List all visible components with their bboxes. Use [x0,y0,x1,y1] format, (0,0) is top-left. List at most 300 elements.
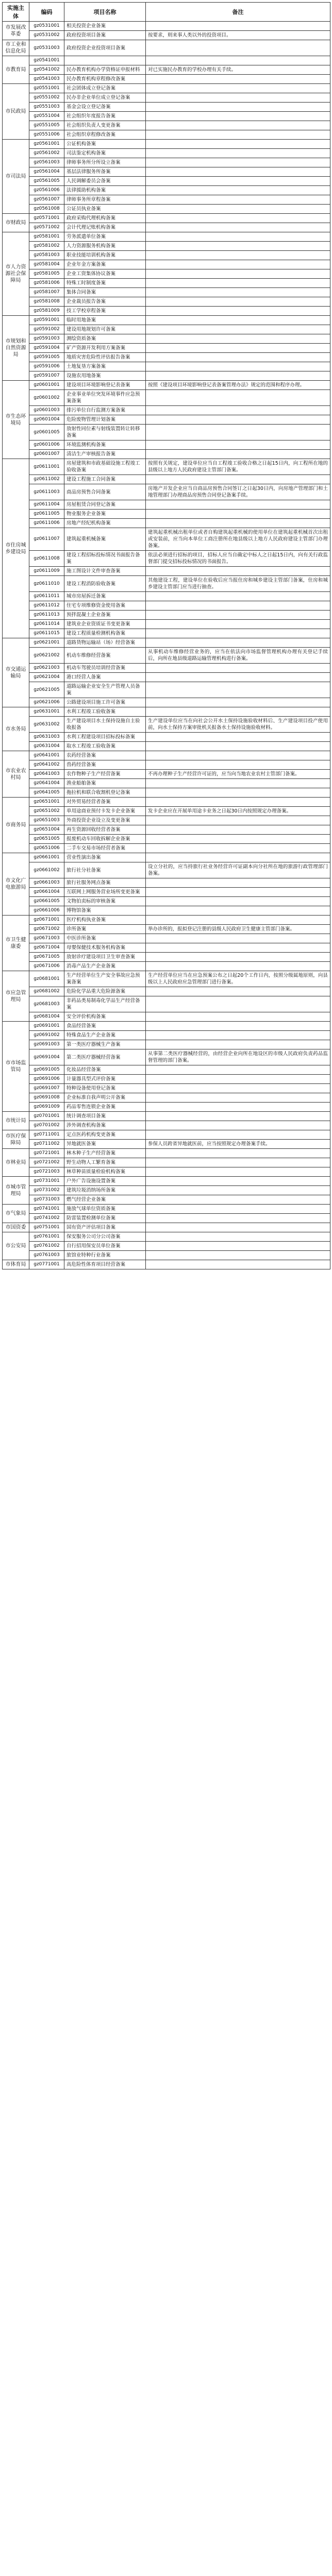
table-row [3,971,330,987]
code-cell: gz0561005 [29,177,64,186]
code-cell: gz0641005 [29,788,64,798]
table-row [3,459,330,475]
note-cell [146,1177,330,1186]
item-name-cell: 企业裁员报告备案 [64,297,146,307]
table-row [3,475,330,484]
table-row [3,484,330,500]
item-name-cell: 非药品类易制毒化学品生产经营备案 [64,996,146,1012]
table-row [3,698,330,707]
table-row [3,195,330,205]
item-name-cell: 企业工资集体协议备案 [64,269,146,279]
code-cell: gz0591004 [29,344,64,353]
item-name-cell: 民办教育机构章程修改备案 [64,75,146,84]
code-cell: gz0611008 [29,551,64,567]
header-note: 备注 [146,3,330,22]
item-name-cell: 商品房预售合同备案 [64,484,146,500]
code-cell: gz0611013 [29,611,64,620]
note-cell [146,1186,330,1195]
table-row [3,415,330,425]
table-row [3,1260,330,1269]
item-name-cell: 第二类医疗器械经营备案 [64,1049,146,1065]
note-cell [146,1012,330,1022]
table-row [3,835,330,844]
code-cell: gz0561001 [29,140,64,149]
table-row [3,751,330,760]
note-cell [146,519,330,528]
code-cell: gz0561008 [29,205,64,214]
code-cell: gz0611006 [29,519,64,528]
note-cell [146,140,330,149]
code-cell: gz0601007 [29,450,64,459]
table-row [3,825,330,835]
note-cell [146,987,330,996]
note-cell [146,1167,330,1177]
item-name-cell: 环境监测机构备案 [64,440,146,450]
note-cell [146,878,330,888]
item-name-cell: 危险废物管理计划备案 [64,415,146,425]
table-row [3,425,330,440]
table-row [3,742,330,751]
note-cell [146,611,330,620]
item-name-cell: 旅行社服务网点备案 [64,878,146,888]
note-cell [146,779,330,788]
table-row [3,733,330,742]
subject-cell: 市林业局 [3,1149,29,1177]
item-name-cell: 生产经营单位生产安全事故应急预案备案 [64,971,146,987]
code-cell: gz0541003 [29,75,64,84]
item-name-cell: 兽药经营备案 [64,760,146,770]
table-body [3,22,330,1269]
table-row [3,149,330,158]
table-row [3,897,330,906]
header-subject: 实施主体 [3,3,29,22]
code-cell: gz0581008 [29,297,64,307]
code-cell: gz0621003 [29,664,64,673]
item-name-cell: 集体合同备案 [64,288,146,297]
note-cell [146,1251,330,1260]
code-cell: gz0661003 [29,878,64,888]
note-cell [146,760,330,770]
subject-cell: 市水务局 [3,707,29,751]
item-name-cell: 安全评价机构备案 [64,1012,146,1022]
subject-cell: 市市场监管局 [3,1022,29,1112]
note-cell [146,742,330,751]
subject-cell: 市农业农村局 [3,751,29,798]
note-cell [146,1260,330,1269]
note-cell [146,698,330,707]
code-cell: gz0671003 [29,934,64,943]
table-row [3,1103,330,1112]
note-cell [146,1205,330,1214]
code-cell: gz0621004 [29,673,64,682]
table-row [3,953,330,962]
note-cell [146,673,330,682]
item-name-cell: 农作物种子生产经营备案 [64,770,146,779]
table-row [3,381,330,390]
note-cell [146,334,330,344]
item-name-cell: 住宅专项维修资金使用备案 [64,601,146,611]
note-cell [146,214,330,223]
table-row [3,519,330,528]
code-cell: gz0571001 [29,214,64,223]
note-cell [146,1103,330,1112]
table-row [3,371,330,381]
item-name-cell: 旅馆业特种行业备案 [64,1251,146,1260]
subject-cell: 市卫生健康委 [3,916,29,971]
table-row [3,1084,330,1093]
item-name-cell [64,56,146,65]
note-cell: 举办诊所的，报拟登记注册的县级人民政府卫生健康主管部门备案。 [146,925,330,934]
code-cell: gz0551004 [29,112,64,121]
item-name-cell: 机动车维修经营备案 [64,648,146,664]
table-row [3,158,330,167]
code-cell: gz0631003 [29,733,64,742]
table-row [3,1093,330,1103]
table-row [3,316,330,325]
code-cell: gz0551005 [29,121,64,130]
item-name-cell: 法律援助机构备案 [64,186,146,195]
note-cell [146,825,330,835]
table-row [3,934,330,943]
table-row [3,925,330,934]
code-cell: gz0641002 [29,760,64,770]
table-row [3,1242,330,1251]
table-row [3,56,330,65]
code-cell: gz0711002 [29,1140,64,1149]
table-row [3,1223,330,1232]
table-row [3,65,330,75]
item-name-cell: 公证机构备案 [64,140,146,149]
code-cell: gz0761002 [29,1242,64,1251]
item-name-cell: 高危险性体育项目经营备案 [64,1260,146,1269]
note-cell [146,232,330,242]
item-name-cell: 社会团体成立登记备案 [64,84,146,93]
note-cell [146,22,330,31]
table-row [3,916,330,925]
note-cell [146,707,330,717]
item-name-cell: 基层法律服务所备案 [64,167,146,177]
item-name-cell: 外商投资企业设立及变更备案 [64,816,146,825]
item-name-cell: 司法鉴定机构备案 [64,149,146,158]
table-row [3,84,330,93]
note-cell [146,751,330,760]
code-cell: gz0681003 [29,996,64,1012]
subject-cell: 市财政局 [3,214,29,232]
note-cell: 生产建设单位应当在向社会公开水土保持设施验收材料后、生产建设项目投产使用前，向水土保持方案审批机关报备水土保持设施验收材料。 [146,717,330,733]
code-cell: gz0541001 [29,56,64,65]
table-row [3,1186,330,1195]
item-name-cell: 公路建设项目施工许可备案 [64,698,146,707]
subject-cell: 市气象局 [3,1205,29,1223]
code-cell: gz0691006 [29,1075,64,1084]
item-name-cell: 文物拍卖标的审核备案 [64,897,146,906]
code-cell: gz0581006 [29,279,64,288]
item-name-cell: 物业服务企业备案 [64,510,146,519]
note-cell [146,121,330,130]
table-row [3,353,330,362]
note-cell [146,1065,330,1075]
subject-cell: 市体育局 [3,1260,29,1269]
note-cell [146,450,330,459]
note-cell [146,344,330,353]
table-row [3,1065,330,1075]
item-name-cell: 房屋租赁合同登记备案 [64,500,146,510]
note-cell [146,1214,330,1223]
table-row [3,673,330,682]
note-cell [146,1031,330,1040]
code-cell: gz0731002 [29,1186,64,1195]
code-cell: gz0601002 [29,390,64,406]
note-cell [146,682,330,698]
note-cell [146,629,330,638]
item-name-cell: 放射性同位素与射线装置转让转移备案 [64,425,146,440]
table-row [3,112,330,121]
table-row [3,779,330,788]
note-cell [146,425,330,440]
item-name-cell: 社会组织年度报告备案 [64,112,146,121]
code-cell: gz0601004 [29,415,64,425]
item-name-cell: 企业标准自我声明公开备案 [64,1093,146,1103]
item-name-cell: 放射诊疗建设项目卫生审查备案 [64,953,146,962]
item-name-cell: 拖拉机和联合收割机登记备案 [64,788,146,798]
code-cell: gz0541002 [29,65,64,75]
table-row [3,1251,330,1260]
note-cell: 其他建设工程，建设单位在验收后应当报住房和城乡建设主管部门备案，住房和城乡建设主管部门应当进行抽查。 [146,576,330,592]
note-cell: 从事第二类医疗器械经营的，由经营企业向所在地设区的市级人民政府负责药品监督管理的部门备案。 [146,1049,330,1065]
table-row [3,1049,330,1065]
item-name-cell: 道路运输企业安全生产管理人员备案 [64,682,146,698]
table-header-row [3,3,330,22]
note-cell: 建筑起重机械出租单位或者自购建筑起重机械的使用单位在建筑起重机械首次出租或安装前，应当向本单位工商注册所在地县级以上地方人民政府建设主管部门办理备案。 [146,528,330,551]
code-cell: gz0641003 [29,770,64,779]
note-cell [146,844,330,853]
item-name-cell: 律师事务所章程备案 [64,195,146,205]
code-cell: gz0611011 [29,592,64,601]
note-cell [146,130,330,140]
item-name-cell: 企业事业单位突发环境事件应急预案备案 [64,390,146,406]
note-cell [146,475,330,484]
subject-cell: 市医疗保障局 [3,1130,29,1149]
item-name-cell: 道路货物运输站（场）经营备案 [64,638,146,648]
item-name-cell: 建设工程消防验收备案 [64,576,146,592]
table-row [3,807,330,816]
item-name-cell: 排污单位自行监测方案备案 [64,406,146,415]
note-cell [146,297,330,307]
code-cell: gz0611004 [29,500,64,510]
table-row [3,214,330,223]
table-row [3,269,330,279]
note-cell [146,1149,330,1158]
table-row [3,798,330,807]
code-cell: gz0571002 [29,223,64,232]
item-name-cell: 营业性演出备案 [64,853,146,862]
table-row [3,853,330,862]
note-cell [146,390,330,406]
item-name-cell: 施工图设计文件审查备案 [64,567,146,576]
item-name-cell: 建设工程施工合同备案 [64,475,146,484]
table-row [3,1121,330,1130]
item-name-cell: 二手车交易市场经营者备案 [64,844,146,853]
item-name-cell: 特殊工时制度备案 [64,279,146,288]
table-row [3,528,330,551]
note-cell [146,788,330,798]
code-cell: gz0641001 [29,751,64,760]
table-row [3,987,330,996]
code-cell: gz0611014 [29,620,64,629]
code-cell: gz0601005 [29,425,64,440]
note-cell [146,1121,330,1130]
note-cell [146,996,330,1012]
note-cell [146,816,330,825]
note-cell [146,592,330,601]
code-cell: gz0621005 [29,682,64,698]
subject-cell: 市国资委 [3,1223,29,1232]
item-name-cell: 报废机动车回收拆解企业备案 [64,835,146,844]
table-row [3,251,330,260]
note-cell [146,371,330,381]
item-name-cell: 土地复垦方案备案 [64,362,146,371]
table-row [3,1167,330,1177]
item-name-cell: 计量器具型式评价备案 [64,1075,146,1084]
note-cell [146,440,330,450]
item-name-cell: 水利工程建设项目招标投标备案 [64,733,146,742]
code-cell: gz0611010 [29,576,64,592]
table-row [3,344,330,353]
table-row [3,996,330,1012]
item-name-cell: 保安服务公司分公司备案 [64,1232,146,1242]
table-row [3,1149,330,1158]
note-cell: 设立分社的，应当持旅行社业务经营许可证副本向分社所在地的旅游行政管理部门备案。 [146,862,330,878]
table-row [3,232,330,242]
subject-cell: 市工业和信息化局 [3,40,29,56]
code-cell: gz0621001 [29,638,64,648]
item-name-cell: 自行招用保安员单位备案 [64,1242,146,1251]
table-row [3,177,330,186]
code-cell: gz0661006 [29,906,64,916]
table-row [3,130,330,140]
note-cell [146,40,330,56]
note-cell [146,897,330,906]
item-name-cell: 医疗机构执业备案 [64,916,146,925]
item-name-cell: 食品经营备案 [64,1022,146,1031]
table-row [3,1158,330,1167]
table-row [3,31,330,40]
note-cell [146,415,330,425]
code-cell: gz0701001 [29,1112,64,1121]
note-cell [146,260,330,269]
code-cell: gz0691009 [29,1103,64,1112]
note-cell [146,835,330,844]
code-cell: gz0651003 [29,816,64,825]
item-name-cell: 化妆品经营备案 [64,1065,146,1075]
code-cell: gz0611003 [29,484,64,500]
table-row [3,620,330,629]
code-cell: gz0661004 [29,888,64,897]
item-name-cell: 户外广告设施设置备案 [64,1177,146,1186]
code-cell: gz0531003 [29,40,64,56]
note-cell [146,167,330,177]
subject-cell: 市文化广电旅游局 [3,853,29,916]
code-cell: gz0651006 [29,844,64,853]
note-cell [146,934,330,943]
note-cell [146,798,330,807]
table-row [3,1022,330,1031]
table-row [3,325,330,334]
code-cell: gz0631004 [29,742,64,751]
code-cell: gz0581002 [29,242,64,251]
table-row [3,167,330,177]
subject-cell: 市统计局 [3,1112,29,1130]
item-name-cell: 地质灾害危险性评估报告备案 [64,353,146,362]
item-name-cell: 人民调解委员会备案 [64,177,146,186]
code-cell: gz0761001 [29,1232,64,1242]
item-name-cell: 特种设备使用登记备案 [64,1084,146,1093]
code-cell: gz0721003 [29,1167,64,1177]
table-row [3,1075,330,1084]
code-cell: gz0681004 [29,1012,64,1022]
subject-cell: 市教育局 [3,56,29,84]
item-name-cell: 民办教育机构办学资格证申报材料 [64,65,146,75]
note-cell [146,601,330,611]
item-name-cell: 相关投资企业备案 [64,22,146,31]
note-cell [146,75,330,84]
header-item-name: 项目名称 [64,3,146,22]
code-cell: gz0581003 [29,251,64,260]
item-name-cell: 律师事务所分所设立备案 [64,158,146,167]
code-cell: gz0701002 [29,1121,64,1130]
table-row [3,288,330,297]
note-cell [146,962,330,971]
item-name-cell: 社会组织负责人变更备案 [64,121,146,130]
table-row [3,1205,330,1214]
table-row [3,93,330,103]
item-name-cell: 人力资源服务机构备案 [64,242,146,251]
note-cell [146,888,330,897]
code-cell: gz0761003 [29,1251,64,1260]
item-name-cell: 林草种苗质量检验机构备案 [64,1167,146,1177]
code-cell: gz0591001 [29,316,64,325]
code-cell: gz0561003 [29,158,64,167]
item-name-cell: 建设用地规划许可备案 [64,325,146,334]
item-name-cell: 危险化学品重大危险源备案 [64,987,146,996]
note-cell [146,103,330,112]
note-cell [146,1130,330,1140]
item-name-cell: 房地产经纪机构备案 [64,519,146,528]
table-row [3,450,330,459]
item-name-cell: 统计调查项目备案 [64,1112,146,1121]
note-cell [146,1223,330,1232]
table-row [3,629,330,638]
table-row [3,717,330,733]
note-cell [146,906,330,916]
note-cell: 房地产开发企业应当自商品房预售合同签订之日起30日内，向房地产管理部门和土地管理部门办理商品房预售合同登记备案手续。 [146,484,330,500]
code-cell: gz0691003 [29,1040,64,1049]
note-cell [146,112,330,121]
table-row [3,664,330,673]
note-cell [146,943,330,953]
item-name-cell: 测绘资质备案 [64,334,146,344]
table-row [3,103,330,112]
item-name-cell: 单用途商业预付卡发卡企业备案 [64,807,146,816]
table-row [3,1177,330,1186]
item-name-cell: 房屋建筑和市政基础设施工程竣工验收备案 [64,459,146,475]
table-row [3,1031,330,1040]
table-row [3,260,330,269]
code-cell: gz0611015 [29,629,64,638]
item-name-cell: 政府采购代理机构备案 [64,214,146,223]
table-row [3,440,330,450]
code-cell: gz0691001 [29,1022,64,1031]
